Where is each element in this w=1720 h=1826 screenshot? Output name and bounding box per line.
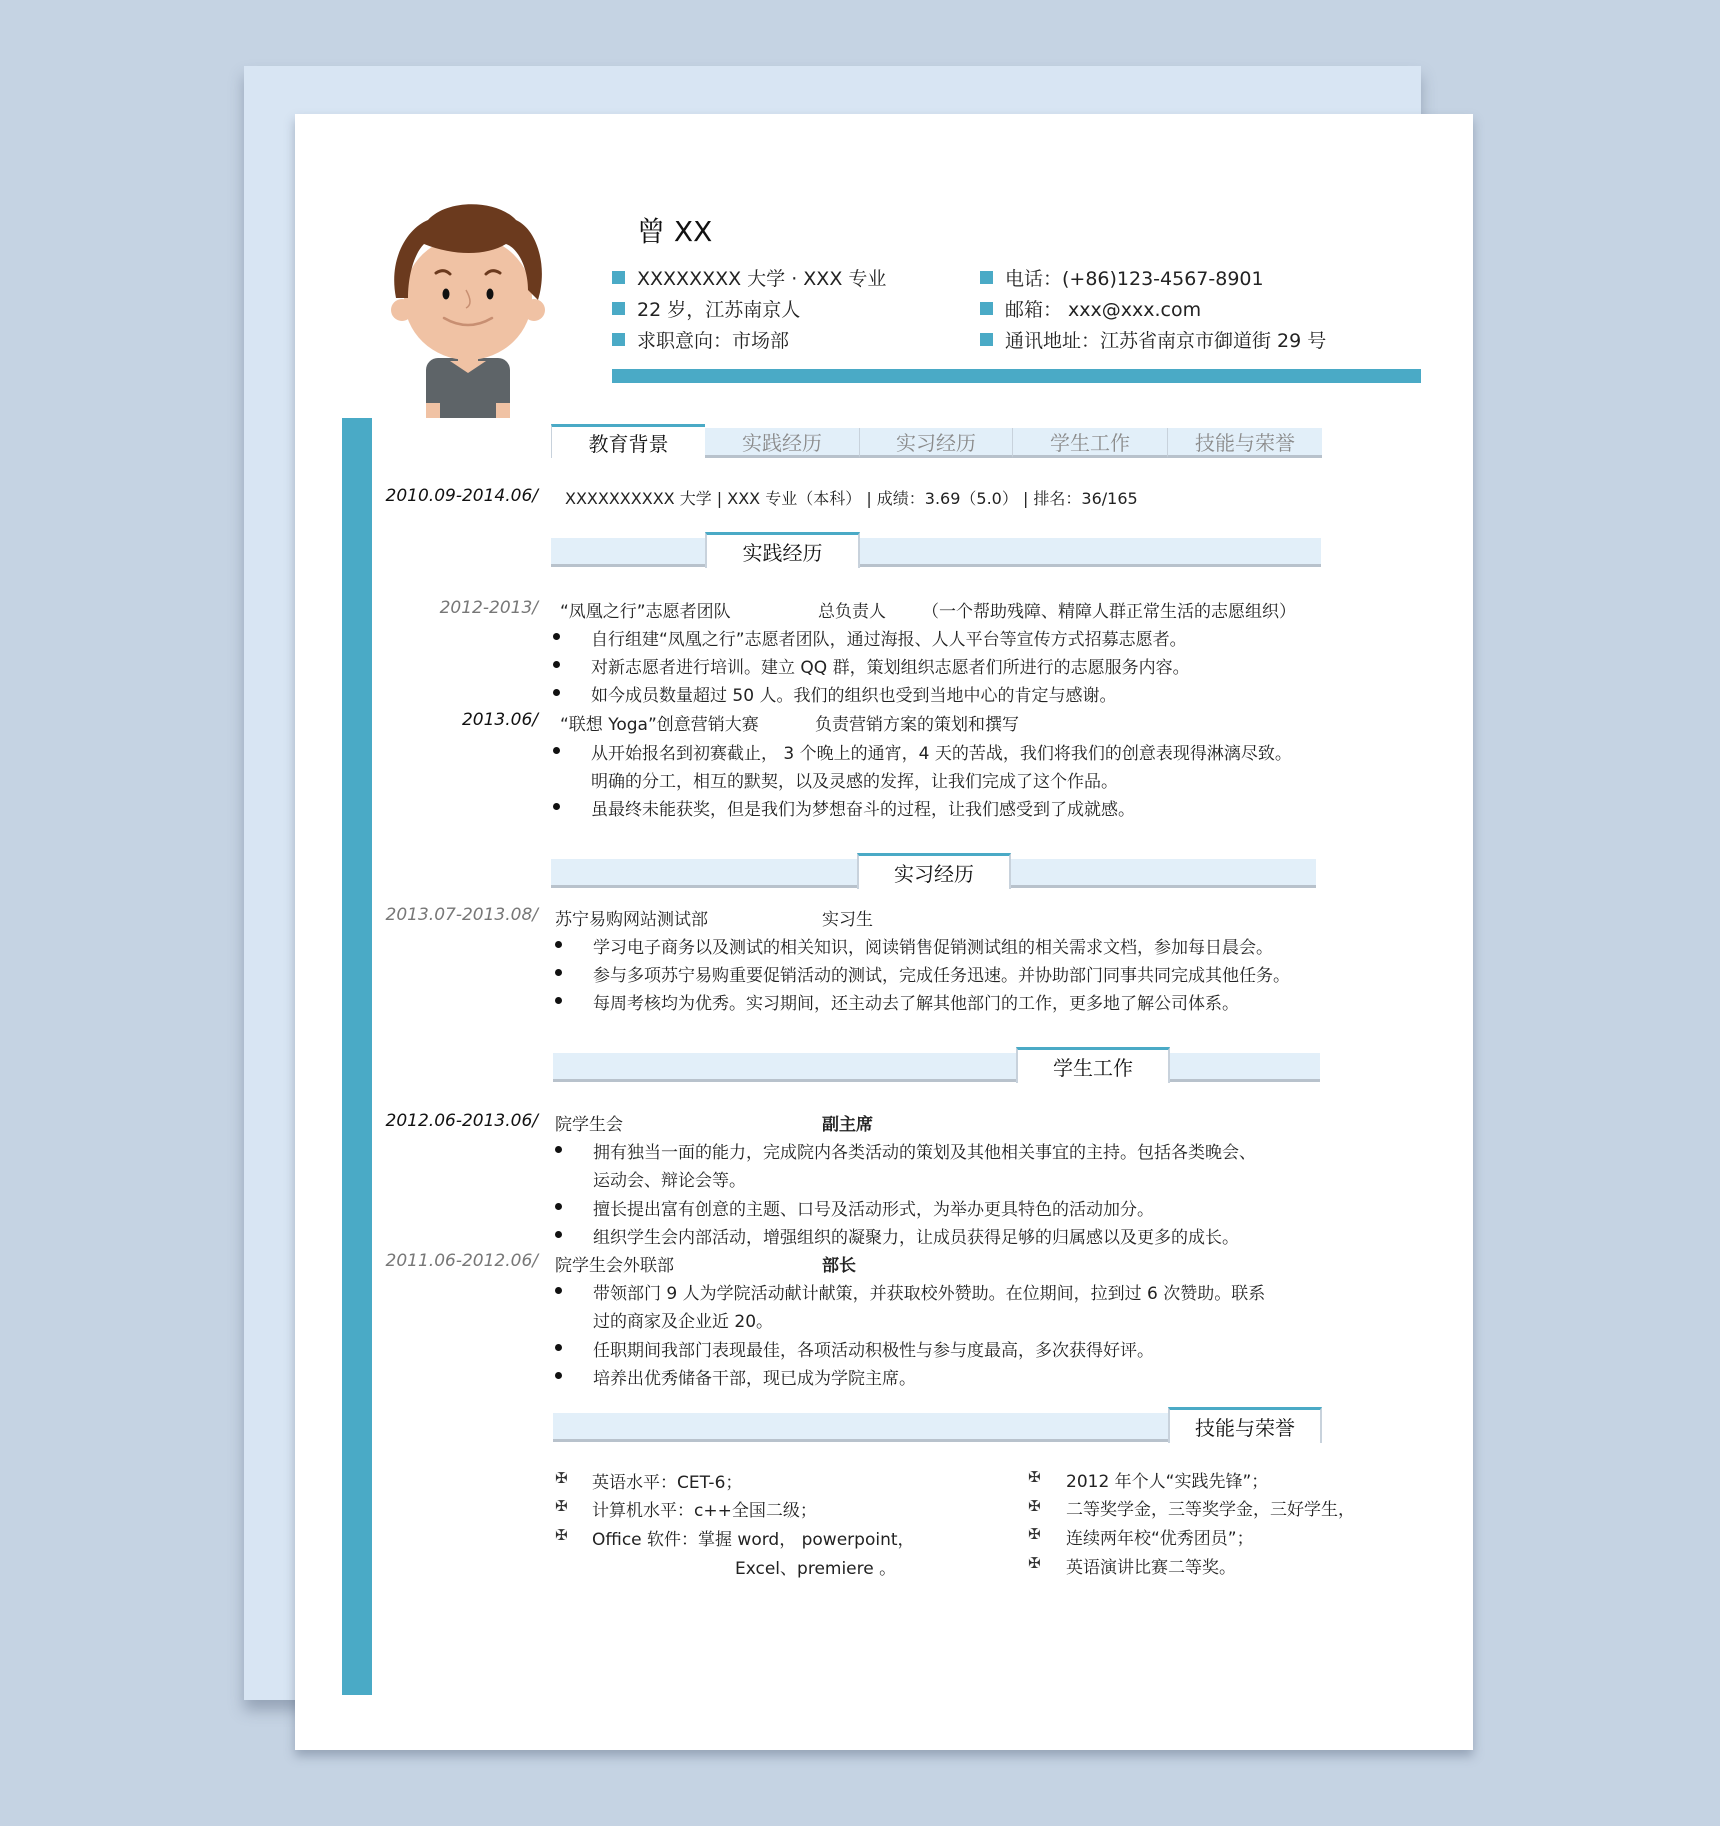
skill-item: 计算机水平：c++全国二级；: [592, 1501, 817, 1521]
bullet-text: 擅长提出富有创意的主题、口号及活动形式，为举办更具特色的活动加分。: [593, 1200, 1154, 1220]
section-band: [553, 1053, 1320, 1082]
cross-bullet-icon: ✠: [1028, 1525, 1041, 1543]
cross-bullet-icon: ✠: [1028, 1554, 1041, 1572]
honor-item: 英语演讲比赛二等奖。: [1066, 1558, 1236, 1578]
entry-role: 部长: [822, 1256, 856, 1276]
tab-skills[interactable]: [1168, 428, 1322, 458]
bullet-text: 自行组建“凤凰之行”志愿者团队，通过海报、人人平台等宣传方式招募志愿者。: [591, 630, 1187, 650]
square-bullet-icon: [612, 333, 625, 346]
cross-bullet-icon: ✠: [555, 1469, 568, 1487]
cross-bullet-icon: ✠: [555, 1497, 568, 1515]
honor-item: 连续两年校“优秀团员”；: [1066, 1529, 1254, 1549]
bullet-text: 运动会、辩论会等。: [593, 1171, 746, 1191]
bullet-text: 带领部门 9 人为学院活动献计献策，并获取校外赞助。在位期间，拉到过 6 次赞助。联系: [593, 1284, 1266, 1304]
skill-item: Office 软件：掌握 word， powerpoint，: [592, 1530, 915, 1550]
section-title: 实习经历: [857, 853, 1011, 889]
bullet-icon: [555, 1287, 562, 1294]
entry-org: 苏宁易购网站测试部: [555, 910, 708, 930]
address-row: [980, 324, 1326, 355]
bullet-icon: [555, 941, 562, 948]
accent-side-bar: [342, 418, 372, 1695]
avatar-icon: [388, 198, 548, 418]
bullet-text: 每周考核均为优秀。实习期间，还主动去了解其他部门的工作，更多地了解公司体系。: [593, 994, 1239, 1014]
honor-item: 2012 年个人“实践先锋”；: [1066, 1472, 1269, 1492]
phone-row: [980, 262, 1326, 293]
square-bullet-icon: [612, 302, 625, 315]
tab-internship[interactable]: [860, 428, 1013, 458]
tab-label: 实习经历: [896, 431, 976, 455]
bullet-text: 虽最终未能获奖，但是我们为梦想奋斗的过程，让我们感受到了成就感。: [591, 800, 1135, 820]
entry-date: 2012.06-2013.06/: [385, 1111, 538, 1131]
email-text: 邮箱： xxx@xxx.com: [1005, 299, 1202, 321]
tab-practice[interactable]: [705, 428, 860, 458]
honor-item: 二等奖学金，三等奖学金，三好学生，: [1066, 1500, 1355, 1520]
bullet-icon: [555, 969, 562, 976]
bullet-text: 学习电子商务以及测试的相关知识，阅读销售促销测试组的相关需求文档，参加每日晨会。: [593, 938, 1273, 958]
tab-label: 实践经历: [742, 431, 822, 455]
entry-date: 2013.07-2013.08/: [385, 905, 538, 925]
bullet-text: 明确的分工，相互的默契，以及灵感的发挥，让我们完成了这个作品。: [591, 772, 1118, 792]
email-row: [980, 293, 1326, 324]
entry-date: 2011.06-2012.06/: [385, 1251, 538, 1271]
education-date: 2010.09-2014.06/: [385, 486, 538, 506]
section-header-internship: [551, 853, 1316, 887]
info-row: [612, 293, 886, 324]
address-text: 通讯地址：江苏省南京市御道街 29 号: [1005, 330, 1327, 352]
entry-role: 实习生: [822, 910, 873, 930]
skill-item-continuation: Excel、premiere 。: [735, 1559, 897, 1579]
education-text: XXXXXXXXXX 大学 | XXX 专业（本科） | 成绩：3.69（5.0） | 排名：36/165: [565, 489, 1138, 508]
tab-label: 技能与荣誉: [1195, 431, 1295, 455]
section-band: [551, 538, 1321, 567]
header-divider: [612, 369, 1421, 383]
tab-label: 教育背景: [588, 432, 669, 456]
bullet-text: 过的商家及企业近 20。: [593, 1312, 774, 1332]
info-text: XXXXXXXX 大学 · XXX 专业: [637, 268, 887, 290]
info-row: [612, 324, 886, 355]
cross-bullet-icon: ✠: [1028, 1468, 1041, 1486]
bullet-icon: [555, 1203, 562, 1210]
bullet-text: 参与多项苏宁易购重要促销活动的测试，完成任务迅速。并协助部门同事共同完成其他任务。: [593, 966, 1290, 986]
entry-date: 2013.06/: [461, 710, 538, 730]
section-header-practice: [551, 532, 1321, 566]
contact-info-right: [980, 262, 1326, 355]
cross-bullet-icon: ✠: [1028, 1497, 1041, 1515]
section-title: 学生工作: [1016, 1047, 1170, 1083]
bullet-text: 培养出优秀储备干部，现已成为学院主席。: [593, 1369, 916, 1389]
bullet-text: 任职期间我部门表现最佳，各项活动积极性与参与度最高，多次获得好评。: [593, 1341, 1154, 1361]
section-title: 实践经历: [705, 532, 860, 568]
bullet-icon: [553, 661, 560, 668]
entry-date: 2012-2013/: [439, 598, 538, 618]
entry-org: 院学生会: [555, 1115, 623, 1135]
bullet-icon: [555, 1372, 562, 1379]
square-bullet-icon: [612, 271, 625, 284]
entry-role: 负责营销方案的策划和撰写: [815, 715, 1019, 735]
info-row: [612, 262, 886, 293]
square-bullet-icon: [980, 271, 993, 284]
phone-text: 电话：(+86)123-4567-8901: [1005, 268, 1264, 290]
tab-education[interactable]: [551, 424, 705, 458]
entry-org: “联想 Yoga”创意营销大赛: [560, 715, 759, 735]
bullet-icon: [555, 997, 562, 1004]
bullet-text: 对新志愿者进行培训。建立 QQ 群，策划组织志愿者们所进行的志愿服务内容。: [591, 658, 1190, 678]
bullet-text: 组织学生会内部活动，增强组织的凝聚力，让成员获得足够的归属感以及更多的成长。: [593, 1228, 1239, 1248]
basic-info-left: [612, 262, 886, 355]
entry-org: 院学生会外联部: [555, 1256, 674, 1276]
bullet-icon: [553, 747, 560, 754]
square-bullet-icon: [980, 333, 993, 346]
tab-label: 学生工作: [1050, 431, 1130, 455]
tab-student-work[interactable]: [1013, 428, 1168, 458]
bullet-icon: [553, 689, 560, 696]
entry-role: 副主席: [822, 1115, 873, 1135]
section-header-skills: [553, 1407, 1322, 1441]
bullet-icon: [555, 1344, 562, 1351]
section-title: 技能与荣誉: [1168, 1407, 1322, 1443]
entry-org: “凤凰之行”志愿者团队: [560, 602, 731, 622]
candidate-name: 曾 XX: [637, 215, 713, 248]
bullet-text: 如今成员数量超过 50 人。我们的组织也受到当地中心的肯定与感谢。: [591, 686, 1117, 706]
entry-role: 总负责人: [818, 602, 886, 622]
section-tabs: [551, 424, 1322, 458]
bullet-text: 从开始报名到初赛截止， 3 个晚上的通宵，4 天的苦战，我们将我们的创意表现得淋漓尽致。: [591, 744, 1292, 764]
bullet-icon: [555, 1231, 562, 1238]
bullet-icon: [553, 803, 560, 810]
square-bullet-icon: [980, 302, 993, 315]
skill-item: 英语水平：CET-6；: [592, 1473, 743, 1493]
bullet-icon: [553, 633, 560, 640]
bullet-text: 拥有独当一面的能力，完成院内各类活动的策划及其他相关事宜的主持。包括各类晚会、: [593, 1143, 1256, 1163]
info-text: 求职意向：市场部: [637, 330, 790, 352]
section-header-student-work: [553, 1047, 1320, 1081]
entry-note: （一个帮助残障、精障人群正常生活的志愿组织）: [922, 602, 1296, 622]
info-text: 22 岁，江苏南京人: [637, 299, 801, 321]
bullet-icon: [555, 1146, 562, 1153]
cross-bullet-icon: ✠: [555, 1526, 568, 1544]
section-band: [553, 1413, 1168, 1442]
